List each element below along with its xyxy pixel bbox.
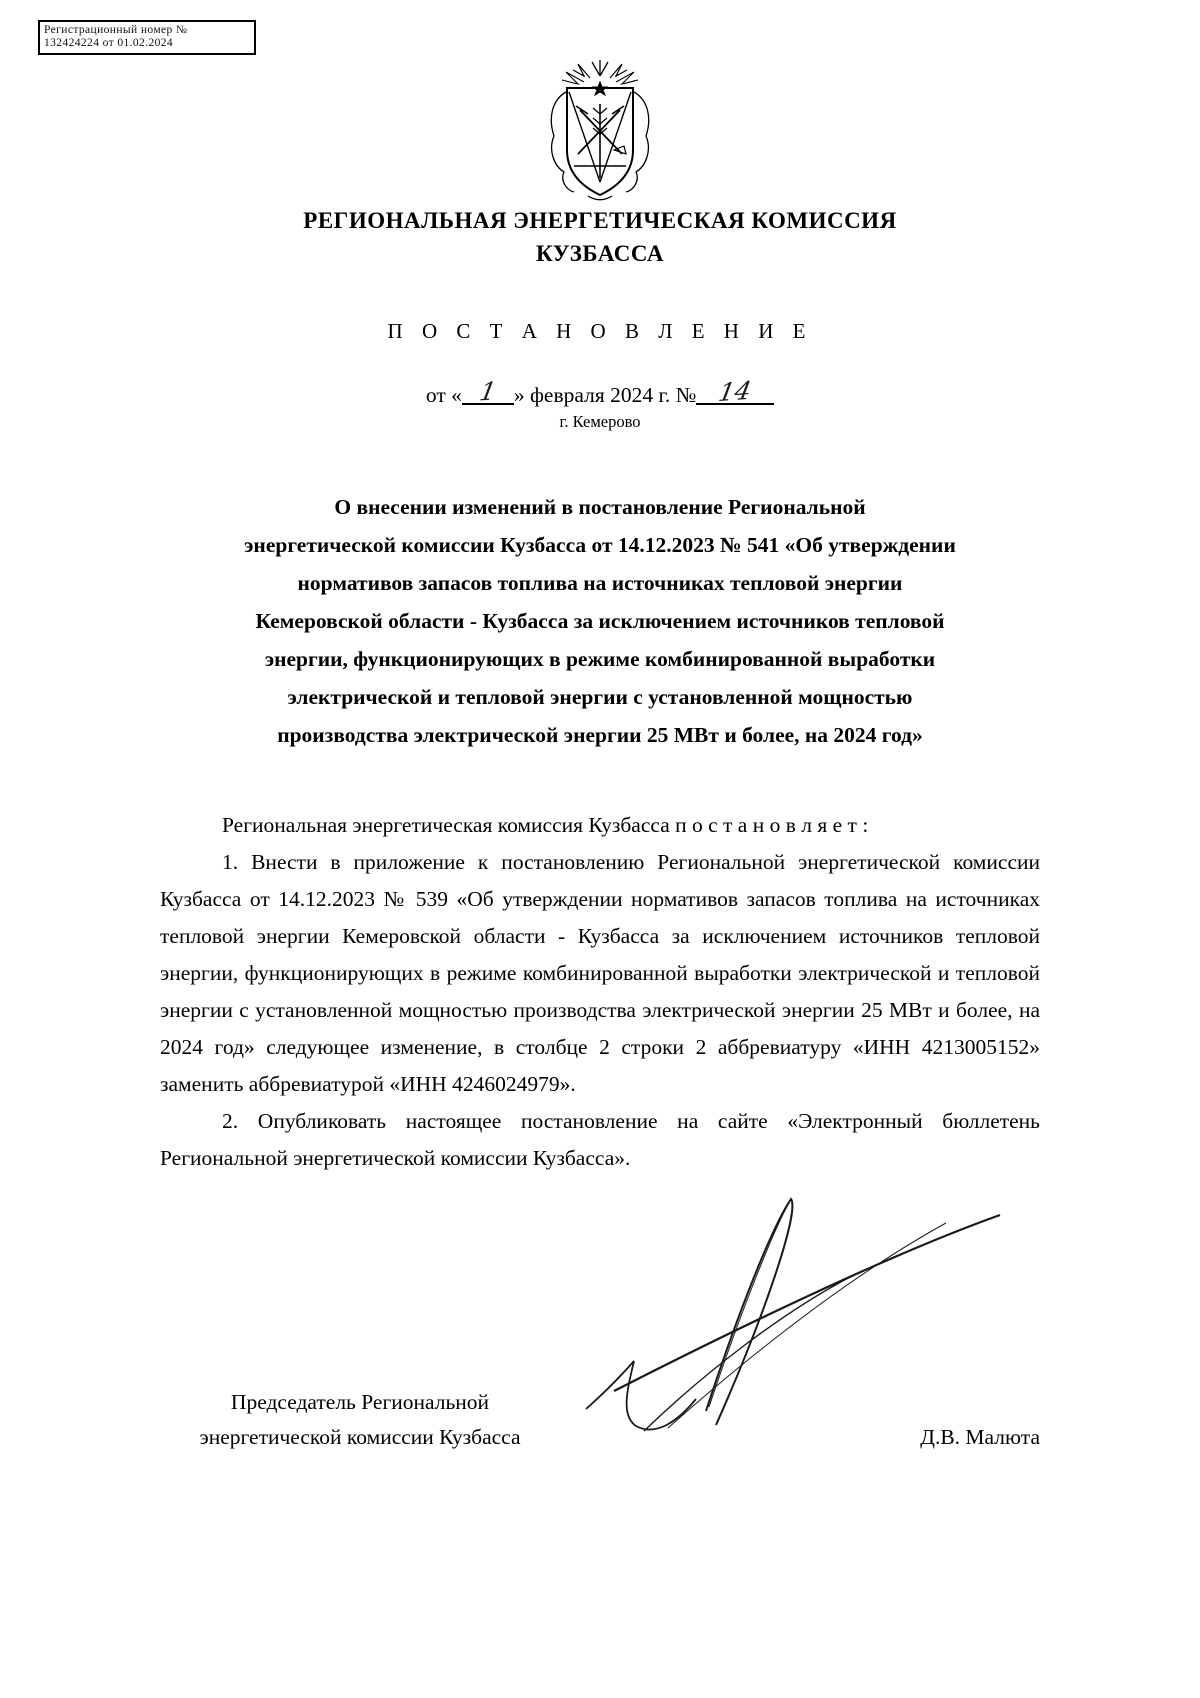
resolution-intro: Региональная энергетическая комиссия Кузбасса п о с т а н о в л я е т : [222, 813, 869, 837]
document-title [160, 488, 1040, 754]
title-line: электрической и тепловой энергии с установленной мощностью [287, 685, 913, 709]
signatory-name: Д.В. Малюта [920, 1425, 1040, 1449]
signature-block [160, 1385, 1040, 1455]
coat-of-arms-container [160, 0, 1040, 200]
body-paragraph-1: 1. Внести в приложение к постановлению Региональной энергетической комиссии Кузбасса от 14.12.2023 № 539 «Об утверждении нормативов запасов топлива на источниках тепловой энергии Кемеровской области - Кузбасса за исключением источников тепловой энергии, функционирующих в режиме комбинированной выработки электрической и тепловой энергии с установленной мощностью производства электрической энергии 25 МВт и более, на 2024 год» следующее изменение, в столбце 2 строки 2 аббревиатуру «ИНН 4213005152» заменить аббревиатурой «ИНН 4246024979». [160, 850, 1040, 1096]
title-line: Кемеровской области - Кузбасса за исключением источников тепловой [255, 609, 945, 633]
city-label: г. Кемерово [559, 412, 641, 431]
organization-name-line1: РЕГИОНАЛЬНАЯ ЭНЕРГЕТИЧЕСКАЯ КОМИССИЯ [303, 208, 897, 233]
kemerovo-coat-of-arms-icon [540, 58, 660, 203]
registration-stamp-line1: Регистрационный номер № [44, 24, 188, 36]
date-prefix: от « [425, 383, 462, 407]
date-middle: » февраля 2024 г. № [513, 383, 697, 407]
date-line [160, 375, 1040, 408]
title-line: О внесении изменений в постановление Региональной [334, 495, 866, 519]
registration-stamp-line2: 132424224 от 01.02.2024 [44, 37, 174, 49]
signatory-position-line2: энергетической комиссии Кузбасса [199, 1425, 521, 1449]
title-line: производства электрической энергии 25 МВт и более, на 2024 год» [277, 723, 923, 747]
date-day-blank [462, 376, 514, 407]
body-paragraph-2: 2. Опубликовать настоящее постановление на сайте «Электронный бюллетень Региональной энергетической комиссии Кузбасса». [160, 1109, 1040, 1170]
registration-stamp [38, 20, 256, 55]
handwritten-number: 14 [716, 375, 754, 408]
organization-name-line2: КУЗБАССА [536, 241, 664, 266]
doc-number-blank [696, 375, 774, 408]
title-line: энергии, функционирующих в режиме комбинированной выработки [264, 647, 936, 671]
document-body [160, 807, 1040, 1177]
signatory-position [160, 1385, 560, 1455]
title-line: нормативов запасов топлива на источниках тепловой энергии [297, 571, 903, 595]
title-line: энергетической комиссии Кузбасса от 14.12.2023 № 541 «Об утверждении [244, 533, 956, 557]
signatory-position-line1: Председатель Региональной [230, 1390, 490, 1414]
handwritten-day: 1 [477, 376, 499, 407]
document-type-heading: П О С Т А Н О В Л Е Н И Е [387, 319, 813, 343]
